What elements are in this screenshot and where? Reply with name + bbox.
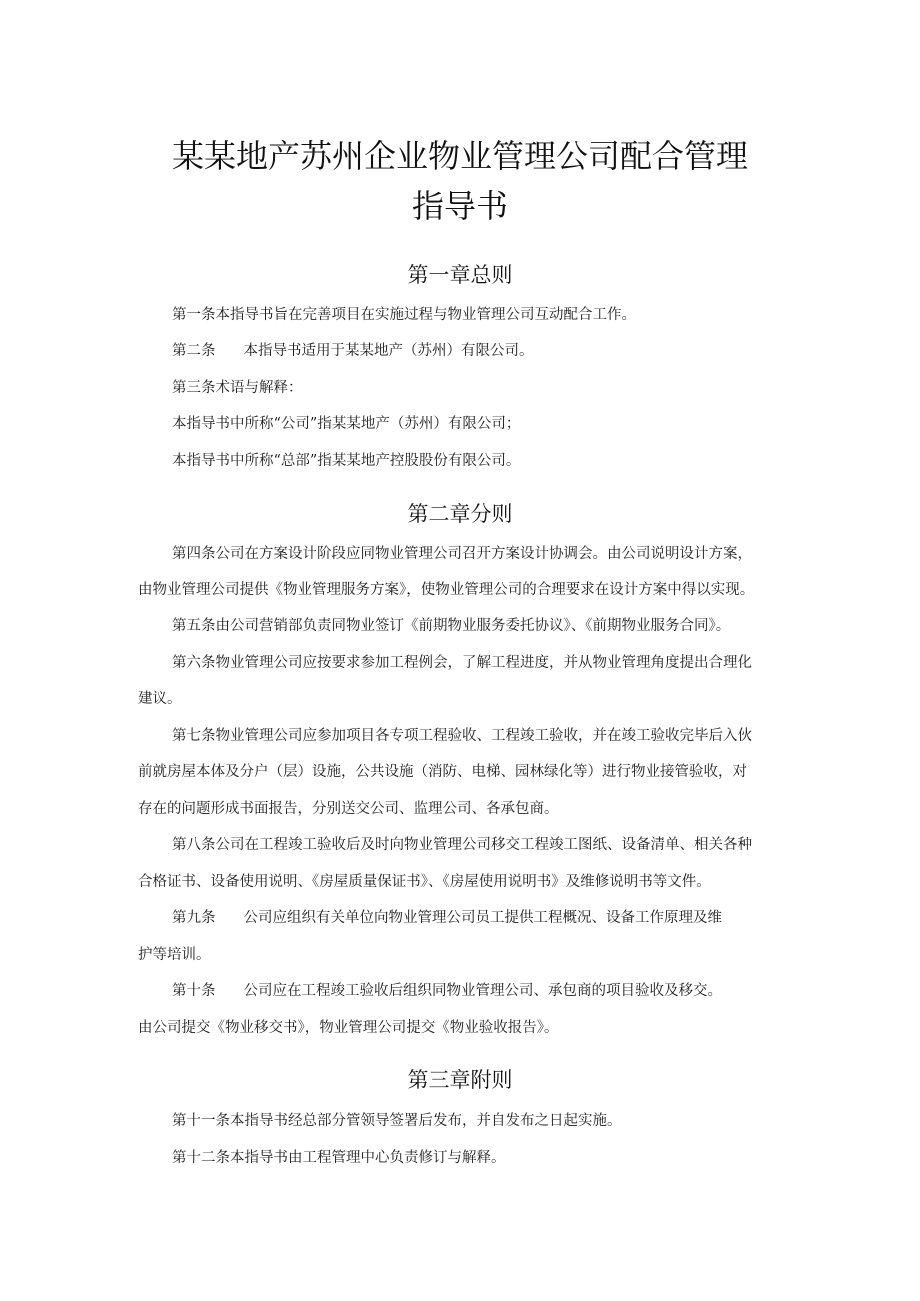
article-2-text: 本指导书适用于某某地产（苏州）有限公司。 <box>243 343 534 359</box>
chapter-2-heading: 第二章分则 <box>407 502 513 526</box>
article-9-line-1 <box>172 908 722 928</box>
article-7-line-2: 前就房屋本体及分户（层）设施，公共设施（消防、电梯、园林绿化等）进行物业接管验收，对 <box>138 764 747 780</box>
article-7-line-1: 第七条物业管理公司应参加项目各专项工程验收、工程竣工验收，并在竣工验收完毕后入伙 <box>172 728 752 744</box>
article-1: 第一条本指导书旨在完善项目在实施过程与物业管理公司互动配合工作。 <box>172 307 636 323</box>
chapter-1-heading: 第一章总则 <box>407 263 513 287</box>
chapter-3-heading: 第三章附则 <box>407 1068 513 1092</box>
document-title-line-1: 某某地产苏州企业物业管理公司配合管理 <box>171 137 748 175</box>
article-11: 第十一条本指导书经总部分管领导签署后发布，并自发布之日起实施。 <box>172 1113 622 1129</box>
article-12: 第十二条本指导书由工程管理中心负责修订与解释。 <box>172 1150 506 1166</box>
article-10-line-1 <box>172 981 722 1001</box>
document-title-line-2: 指导书 <box>411 187 508 225</box>
article-3-def-company: 本指导书中所称“公司”指某某地产（苏州）有限公司； <box>172 416 521 432</box>
article-9-label: 第九条 <box>172 910 216 926</box>
article-4-line-1: 第四条公司在方案设计阶段应同物业管理公司召开方案设计协调会。由公司说明设计方案， <box>172 546 752 562</box>
article-3-def-headquarters: 本指导书中所称“总部”指某某地产控股股份有限公司。 <box>172 453 521 469</box>
article-9-text: 公司应组织有关单位向物业管理公司员工提供工程概况、设备工作原理及维 <box>243 910 722 926</box>
article-2-label: 第二条 <box>172 343 216 359</box>
article-10-label: 第十条 <box>172 983 216 999</box>
article-8-line-2: 合格证书、设备使用说明、《房屋质量保证书》、《房屋使用说明书》及维修说明书等文件。 <box>138 874 711 890</box>
article-7-line-3: 存在的问题形成书面报告，分别送交公司、监理公司、各承包商。 <box>138 801 559 817</box>
article-6-line-1: 第六条物业管理公司应按要求参加工程例会，了解工程进度，并从物业管理角度提出合理化 <box>172 655 752 671</box>
article-6-line-2: 建议。 <box>138 691 182 707</box>
article-2 <box>172 341 534 361</box>
article-5: 第五条由公司营销部负责同物业签订《前期物业服务委托协议》、《前期物业服务合同》。 <box>172 618 731 634</box>
article-10-text: 公司应在工程竣工验收后组织同物业管理公司、承包商的项目验收及移交。 <box>243 983 722 999</box>
article-8-line-1: 第八条公司在工程竣工验收后及时向物业管理公司移交工程竣工图纸、设备清单、相关各种 <box>172 837 752 853</box>
article-4-line-2: 由物业管理公司提供《物业管理服务方案》，使物业管理公司的合理要求在设计方案中得以实现。 <box>138 582 755 598</box>
article-10-line-2: 由公司提交《物业移交书》，物业管理公司提交《物业验收报告》。 <box>138 1020 559 1036</box>
article-9-line-2: 护等培训。 <box>138 947 211 963</box>
article-3: 第三条术语与解释： <box>172 380 303 396</box>
